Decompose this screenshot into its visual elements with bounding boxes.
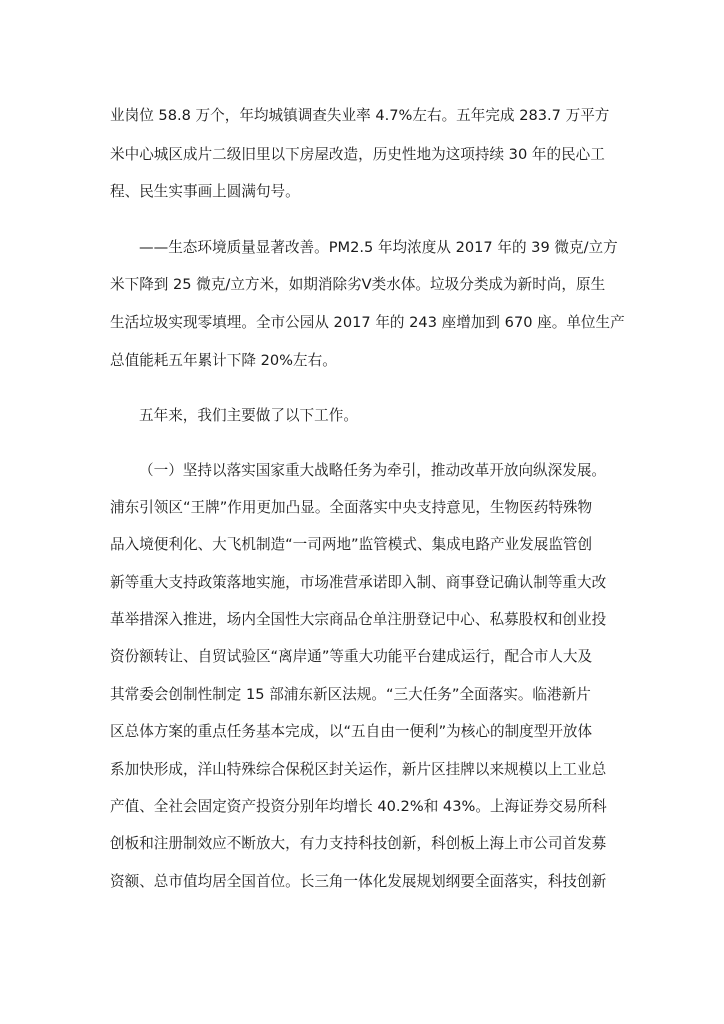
text-line: 产值、全社会固定资产投资分别年均增长 40.2%和 43%。上海证券交易所科 bbox=[110, 798, 607, 815]
text-line: 其常委会创制性制定 15 部浦东新区法规。“三大任务”全面落实。临港新片 bbox=[110, 686, 591, 703]
text-line: 新等重大支持政策落地实施，市场准营承诺即入制、商事登记确认制等重大改 bbox=[110, 574, 607, 591]
text-line: ——生态环境质量显著改善。PM2.5 年均浓度从 2017 年的 39 微克/立方 bbox=[139, 239, 618, 256]
text-line: 生活垃圾实现零填埋。全市公园从 2017 年的 243 座增加到 670 座。单位生产 bbox=[110, 314, 625, 331]
text-line: 区总体方案的重点任务基本完成，以“五自由一便利”为核心的制度型开放体 bbox=[110, 723, 593, 740]
text-line: 业岗位 58.8 万个，年均城镇调查失业率 4.7%左右。五年完成 283.7 万平方 bbox=[110, 107, 610, 124]
text-line: 创板和注册制效应不断放大，有力支持科技创新，科创板上海上市公司首发募 bbox=[110, 835, 607, 852]
section-heading: （一）坚持以落实国家重大战略任务为牵引，推动改革开放向纵深发展。 bbox=[139, 462, 607, 479]
text-line: 革举措深入推进，场内全国性大宗商品仓单注册登记中心、私募股权和创业投 bbox=[110, 611, 607, 628]
text-line: 系加快形成，洋山特殊综合保税区封关运作，新片区挂牌以来规模以上工业总 bbox=[110, 761, 607, 778]
text-line: 资额、总市值均居全国首位。长三角一体化发展规划纲要全面落实，科技创新 bbox=[110, 873, 607, 890]
text-line: 米下降到 25 微克/立方米，如期消除劣Ⅴ类水体。垃圾分类成为新时尚，原生 bbox=[110, 276, 606, 293]
section-intro: 五年来，我们主要做了以下工作。 bbox=[139, 407, 358, 424]
text-line: 浦东引领区“王牌”作用更加凸显。全面落实中央支持意见，生物医药特殊物 bbox=[110, 499, 593, 516]
text-line: 资份额转让、自贸试验区“离岸通”等重大功能平台建成运行，配合市人大及 bbox=[110, 648, 593, 665]
text-line: 品入境便利化、大飞机制造“一司两地”监管模式、集成电路产业发展监管创 bbox=[110, 536, 593, 553]
text-line: 程、民生实事画上圆满句号。 bbox=[110, 183, 300, 200]
text-line: 总值能耗五年累计下降 20%左右。 bbox=[110, 352, 337, 369]
text-line: 米中心城区成片二级旧里以下房屋改造，历史性地为这项持续 30 年的民心工 bbox=[110, 146, 605, 163]
